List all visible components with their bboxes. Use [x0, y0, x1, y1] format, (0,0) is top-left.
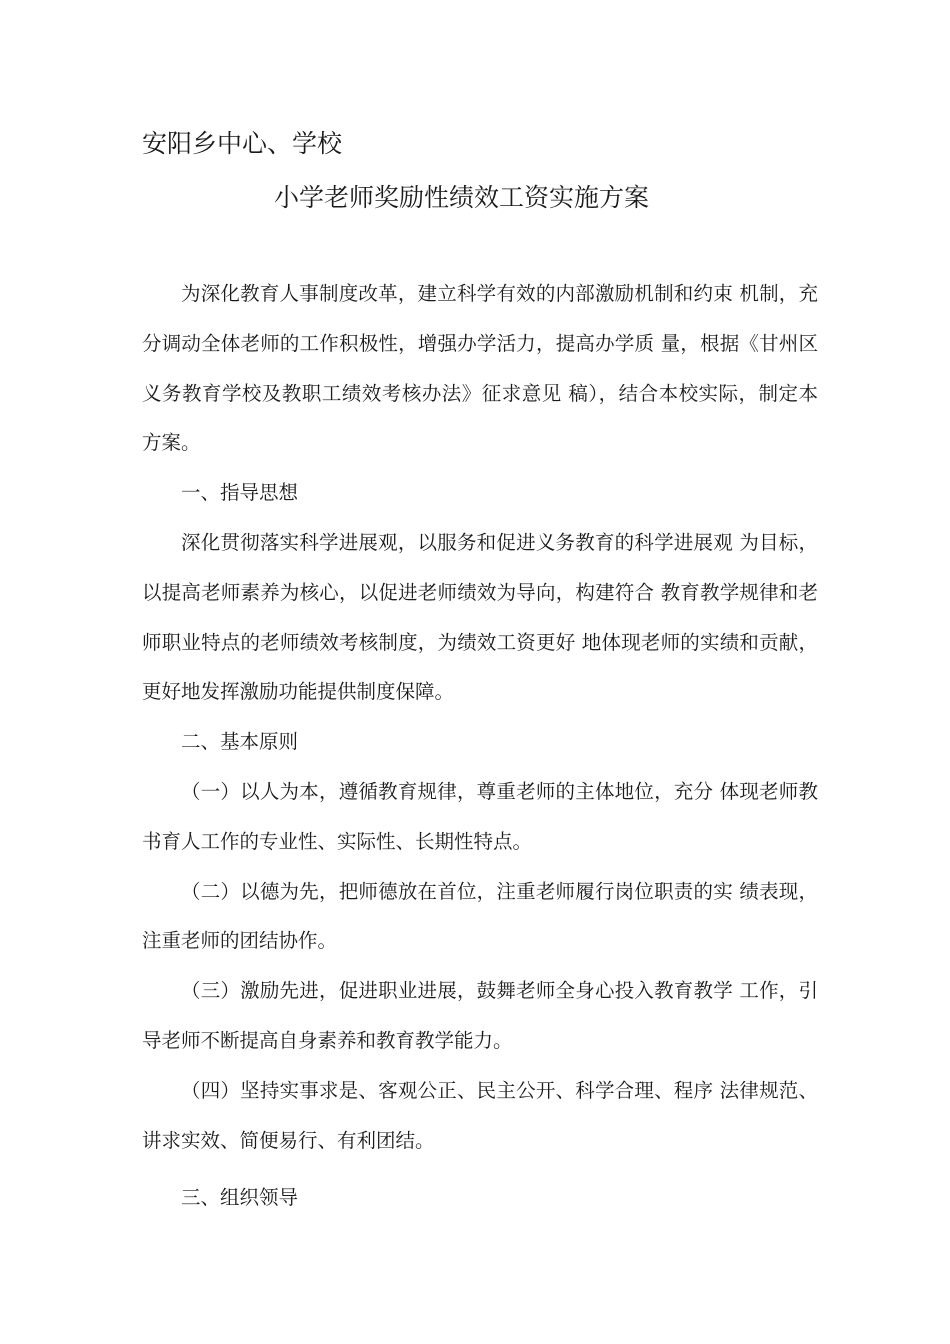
principle-item-4: （四）坚持实事求是、客观公正、民主公开、科学合理、程序 法律规范、讲求实效、简便易行、有利团结。: [142, 1078, 818, 1152]
principle-item-1: （一）以人为本，遵循教育规律，尊重老师的主体地位，充分 体现老师教书育人工作的专业性、实际性、长期性特点。: [142, 779, 818, 853]
document-body: [142, 269, 818, 1223]
document-title: 小学老师奖励性绩效工资实施方案: [274, 183, 650, 212]
section-heading-basic-principles: 二、基本原则: [181, 730, 299, 754]
intro-paragraph: 为深化教育人事制度改革，建立科学有效的内部激励机制和约束 机制，充分调动全体老师的工作积极性，增强办学活力，提高办学质 量，根据《甘州区义务教育学校及教职工绩效考核办法》征求意见 稿），结合本校实际，制定本方案。: [142, 282, 818, 455]
principle-item-3: （三）激励先进，促进职业进展，鼓舞老师全身心投入教育教学 工作，引导老师不断提高自身素养和教育教学能力。: [142, 979, 818, 1052]
section-heading-organization-leadership: 三、组织领导: [181, 1186, 299, 1210]
section-heading-guiding-ideology: 一、指导思想: [181, 481, 299, 505]
principle-item-2: （二）以德为先，把师德放在首位，注重老师履行岗位职责的实 绩表现，注重老师的团结协作。: [142, 879, 818, 953]
organization-title: 安阳乡中心、学校: [142, 129, 343, 158]
guiding-ideology-paragraph: 深化贯彻落实科学进展观，以服务和促进义务教育的科学进展观 为目标，以提高老师素养为核心，以促进老师绩效为导向，构建符合 教育教学规律和老师职业特点的老师绩效考核制度，为绩效工资更好 地体现老师的实绩和贡献，更好地发挥激励功能提供制度保障。: [142, 530, 818, 704]
